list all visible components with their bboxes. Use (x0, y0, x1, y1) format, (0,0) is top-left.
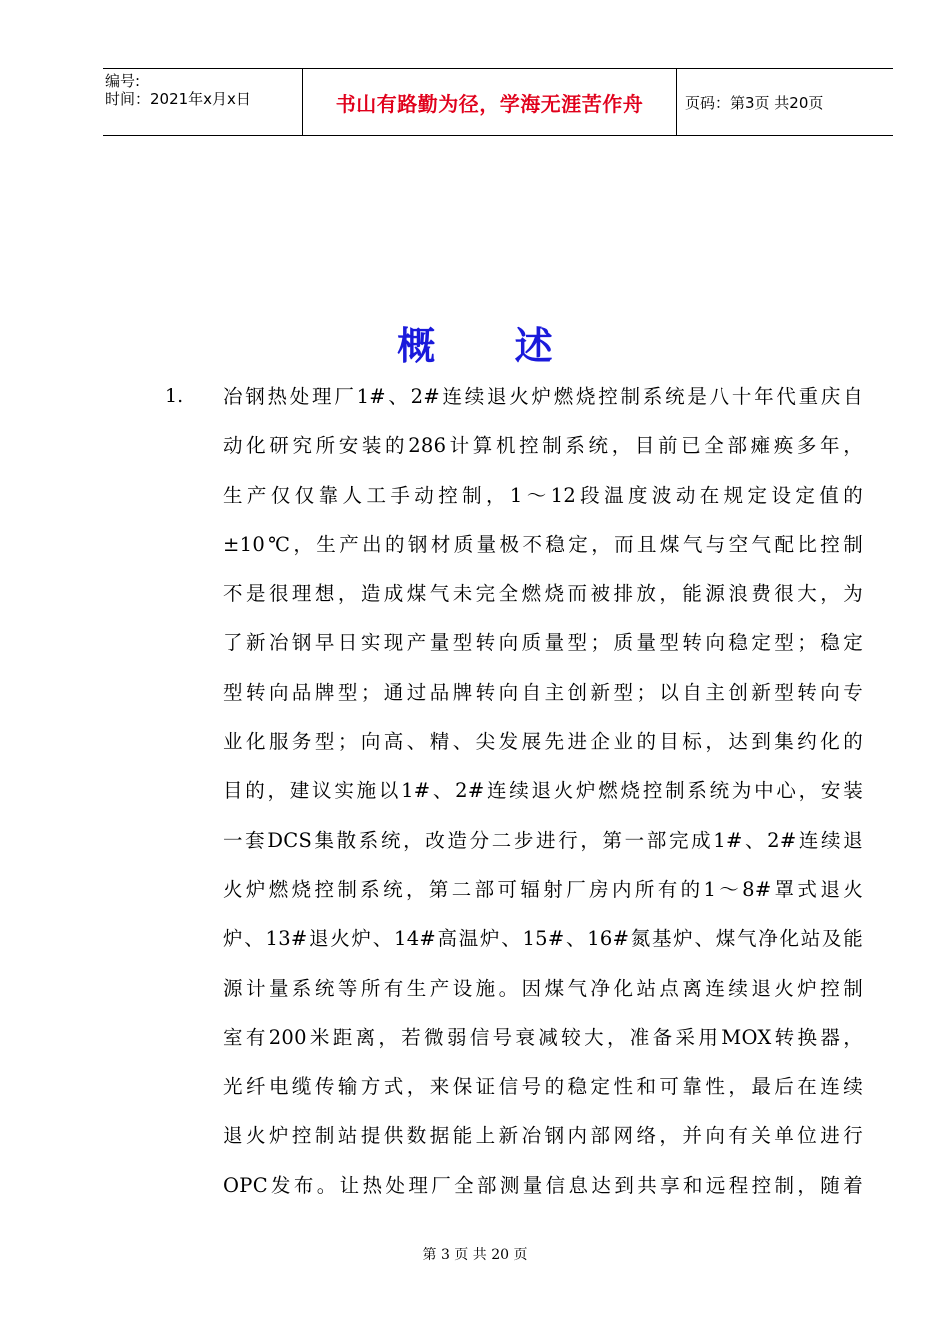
paragraph-line: 源计量系统等所有生产设施。因煤气净化站点离连续退火炉控制 (223, 976, 863, 1000)
header-meta (103, 69, 303, 135)
paragraph-line: 型转向品牌型；通过品牌转向自主创新型；以自主创新型转向专 (223, 680, 863, 704)
paragraph-line: 冶钢热处理厂1#、2#连续退火炉燃烧控制系统是八十年代重庆自 (223, 385, 863, 408)
page-title: 概 述 (397, 324, 553, 368)
page-footer: 第 3 页 共 20 页 (422, 1247, 528, 1263)
header-page-info: 页码：第3页 共20页 (685, 93, 824, 112)
paragraph-line: 生产仅仅靠人工手动控制，1～12段温度波动在规定设定值的 (223, 483, 863, 507)
paragraph-line: 退火炉控制站提供数据能上新冶钢内部网络，并向有关单位进行 (223, 1124, 863, 1148)
paragraph-line: 动化研究所安装的286计算机控制系统，目前已全部瘫痪多年， (223, 434, 863, 458)
paragraph-line: 一套DCS集散系统，改造分二步进行，第一部完成1#、2#连续退 (223, 828, 863, 852)
paragraph (223, 372, 863, 1210)
paragraph-line: 了新冶钢早日实现产量型转向质量型；质量型转向稳定型；稳定 (223, 631, 863, 655)
paragraph-line: ±10℃，生产出的钢材质量极不稳定，而且煤气与空气配比控制 (223, 532, 863, 556)
number-label: 编号: (105, 72, 141, 90)
list-item-number: 1. (165, 385, 184, 407)
page-header (103, 68, 893, 136)
paragraph-line: 火炉燃烧控制系统，第二部可辐射厂房内所有的1～8#罩式退火 (223, 877, 863, 901)
paragraph-line: 目的，建议实施以1#、2#连续退火炉燃烧控制系统为中心，安装 (223, 779, 863, 803)
time-label: 时间：2021年x月x日 (105, 90, 251, 108)
paragraph-line: 光纤电缆传输方式，来保证信号的稳定性和可靠性，最后在连续 (223, 1075, 863, 1099)
paragraph-line: OPC发布。让热处理厂全部测量信息达到共享和远程控制，随着 (223, 1173, 863, 1197)
paragraph-line: 室有200米距离，若微弱信号衰减较大，准备采用MOX转换器， (223, 1025, 863, 1049)
paragraph-line: 不是很理想，造成煤气未完全燃烧而被排放，能源浪费很大，为 (223, 582, 863, 606)
paragraph-line: 炉、13#退火炉、14#高温炉、15#、16#氮基炉、煤气净化站及能 (223, 927, 863, 951)
header-motto: 书山有路勤为径，学海无涯苦作舟 (303, 69, 677, 135)
paragraph-line: 业化服务型；向高、精、尖发展先进企业的目标，达到集约化的 (223, 730, 863, 754)
